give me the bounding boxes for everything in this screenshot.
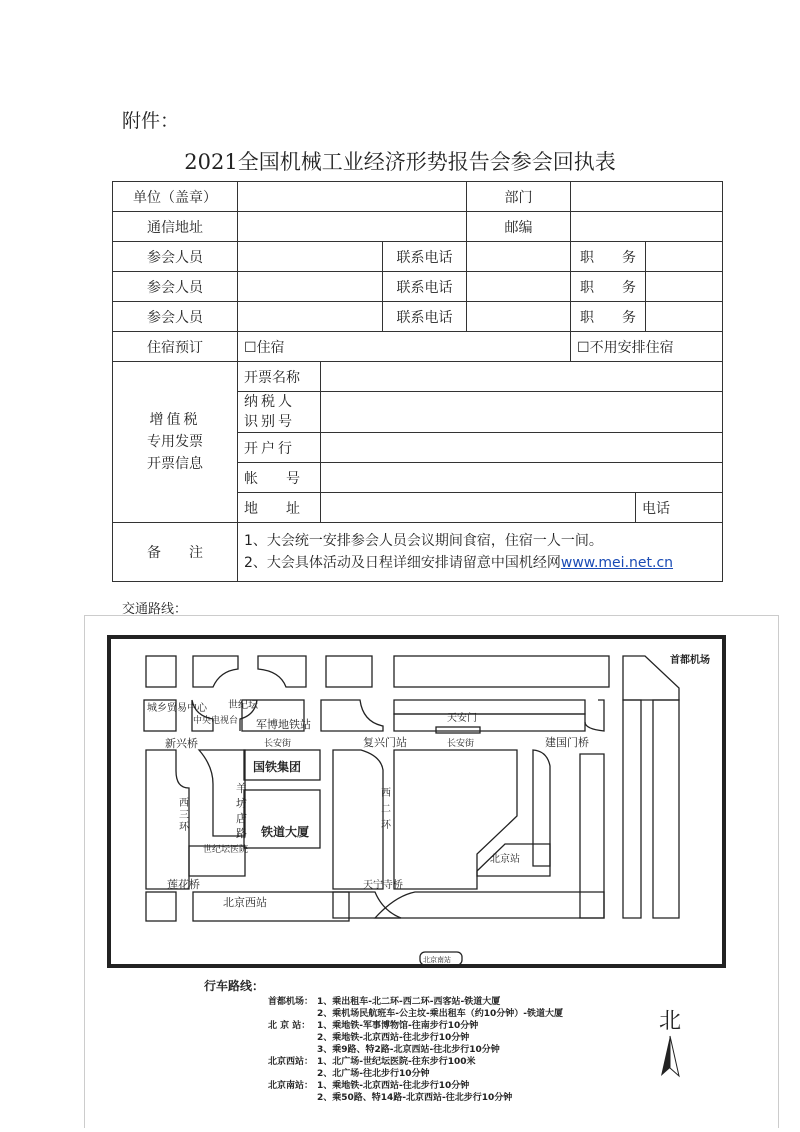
traffic-route-label: 交通路线： [122,602,188,617]
note-line: 1、大会统一安排参会人员会议期间食宿，住宿一人一间。 [244,533,603,549]
note-line: 2、大会具体活动及日程详细安排请留意中国机经网www.mei.net.cn [244,555,674,571]
lianhuaqiao-label: 莲花桥 [167,878,200,891]
checkbox-icon[interactable]: ☐ [577,339,590,356]
phone-label: 联系电话 [383,242,467,272]
changanjie-label: 长安街 [264,739,292,749]
position-label: 职 务 [571,242,646,272]
position-field[interactable] [646,302,723,332]
route-line: 1、乘出租车-北二环-西二环-西客站-铁道大厦 [317,997,501,1007]
lodging-option-yes[interactable] [238,332,571,362]
phone-field[interactable] [467,242,571,272]
tianning-label: 天宁寺桥 [363,880,403,891]
erhuan-char-2: 二 [381,804,391,815]
block [193,892,349,921]
cctv-label: 中央电视台 [193,716,239,726]
route-line: 1、北广场-世纪坛医院-往东步行100米 [317,1057,476,1067]
route-map [84,615,779,1128]
jianguomen-label: 建国门桥 [545,736,589,749]
route-line: 2、乘50路、特14路-北京西站-往北步行10分钟 [317,1093,513,1103]
route-line: 1、乘地铁-军事博物馆-往南步行10分钟 [317,1021,479,1031]
invoice-address-field[interactable] [321,493,636,523]
checkbox-icon[interactable]: ☐ [244,339,257,356]
postcode-label: 邮编 [467,212,571,242]
account-label: 帐 号 [238,463,321,493]
attendee-label: 参会人员 [113,242,238,272]
route-line: 1、乘地铁-北京西站-往北步行10分钟 [317,1081,470,1091]
invoice-address-label: 地 址 [238,493,321,523]
tiedao-block [244,790,320,848]
sanhuan-char-2: 三 [179,810,189,821]
erhuan-char-3: 环 [381,820,391,831]
hospital-label: 世纪坛医院 [203,845,249,855]
route-line: 2、乘地铁-北京西站-往北步行10分钟 [317,1033,470,1043]
phone-label: 联系电话 [383,272,467,302]
fuxingmen-label: 复兴门站 [363,736,407,749]
block [375,892,604,918]
bank-field[interactable] [321,433,723,463]
route-line: 2、北广场-往北步行10分钟 [317,1069,430,1079]
invoice-name-label: 开票名称 [238,362,321,392]
block [333,750,383,889]
block [326,656,372,687]
route-station: 北京南站： [268,1081,314,1091]
xinxingqiao-label: 新兴桥 [165,737,198,750]
block [653,700,679,918]
registration-form-table [112,181,723,582]
sanhuan-char-3: 环 [179,822,189,833]
north-arrow-icon [661,1036,670,1076]
chengxiang-label: 城乡贸易中心 [147,703,207,714]
guotie-label: 国铁集团 [253,760,302,774]
unit-field[interactable] [238,182,467,212]
changanjie-label-2: 长安街 [447,739,475,749]
vat-invoice-label [113,362,238,523]
junbo-label: 军博地铁站 [256,718,311,731]
position-label: 职 务 [571,302,646,332]
position-field[interactable] [646,272,723,302]
block [394,656,609,687]
yangfang-char-3: 店 [236,812,247,825]
block [585,700,604,731]
attendee-field[interactable] [238,302,383,332]
taxpayer-id-label [238,392,321,433]
website-link[interactable]: www.mei.net.cn [560,555,674,571]
page-title: 2021全国机械工业经济形势报告会参会回执表 [184,150,616,174]
invoice-name-field[interactable] [321,362,723,392]
route-map-svg [85,616,778,1128]
route-line: 2、乘机场民航班车-公主坟-乘出租车（约10分钟）-铁道大厦 [317,1009,563,1019]
position-field[interactable] [646,242,723,272]
block [394,714,585,731]
block [321,700,383,731]
phone-field[interactable] [467,302,571,332]
attendee-label: 参会人员 [113,302,238,332]
lodging-no-label: 不用安排住宿 [589,339,674,356]
erhuan-char-1: 西 [381,788,391,799]
block [623,700,641,918]
block [394,750,517,889]
block [146,656,176,687]
address-label: 通信地址 [113,212,238,242]
taxpayer-id-field[interactable] [321,392,723,433]
beijing-south-label: 北京南站 [423,956,451,964]
beijing-west-label: 北京西站 [223,896,267,909]
taxpayer-line: 识别号 [244,414,295,430]
block [533,750,550,866]
position-label: 职 务 [571,272,646,302]
vat-line: 开票信息 [147,456,203,472]
vat-line: 专用发票 [147,434,203,450]
block [580,754,604,918]
map-frame [109,637,724,966]
north-label: 北 [659,1009,682,1034]
department-field[interactable] [571,182,723,212]
route-title: 行车路线： [204,979,265,993]
tel-label: 电话 [636,493,723,523]
remark-content [238,523,723,582]
route-station: 首都机场： [268,997,314,1007]
phone-field[interactable] [467,272,571,302]
lodging-label: 住宿预订 [113,332,238,362]
yangfang-char-4: 路 [236,827,247,840]
airport-label: 首都机场 [670,655,710,666]
unit-label: 单位（盖章） [113,182,238,212]
route-station: 北京西站： [268,1057,314,1067]
yangfang-char-2: 坊 [236,797,247,810]
tiananmen-marker [436,727,480,733]
vat-line: 增值税 [149,412,201,428]
taxpayer-line: 纳税人 [244,394,295,410]
shijitan-label: 世纪坛 [228,700,258,711]
attendee-field[interactable] [238,272,383,302]
block [146,892,176,921]
route-station: 北 京 站： [268,1021,311,1031]
tiedao-label: 铁道大厦 [261,825,310,839]
account-field[interactable] [321,463,723,493]
block [258,656,306,687]
attendee-label: 参会人员 [113,272,238,302]
block [193,656,238,687]
attachment-label: 附件： [122,110,180,132]
address-field[interactable] [238,212,467,242]
tiananmen-label: 天安门 [447,713,477,724]
remark-label: 备 注 [113,523,238,582]
department-label: 部门 [467,182,571,212]
phone-label: 联系电话 [383,302,467,332]
bank-label: 开户行 [238,433,321,463]
block [394,700,585,714]
yangfang-char-1: 羊 [236,782,247,795]
north-arrow-icon [670,1036,679,1076]
lodging-yes-label: 住宿 [256,339,285,356]
attendee-field[interactable] [238,242,383,272]
block [333,892,401,918]
beijing-station-label: 北京站 [490,854,520,865]
lodging-option-no[interactable] [571,332,723,362]
route-line: 3、乘9路、特2路-北京西站-往北步行10分钟 [317,1045,500,1055]
sanhuan-char-1: 西 [179,798,189,809]
postcode-field[interactable] [571,212,723,242]
